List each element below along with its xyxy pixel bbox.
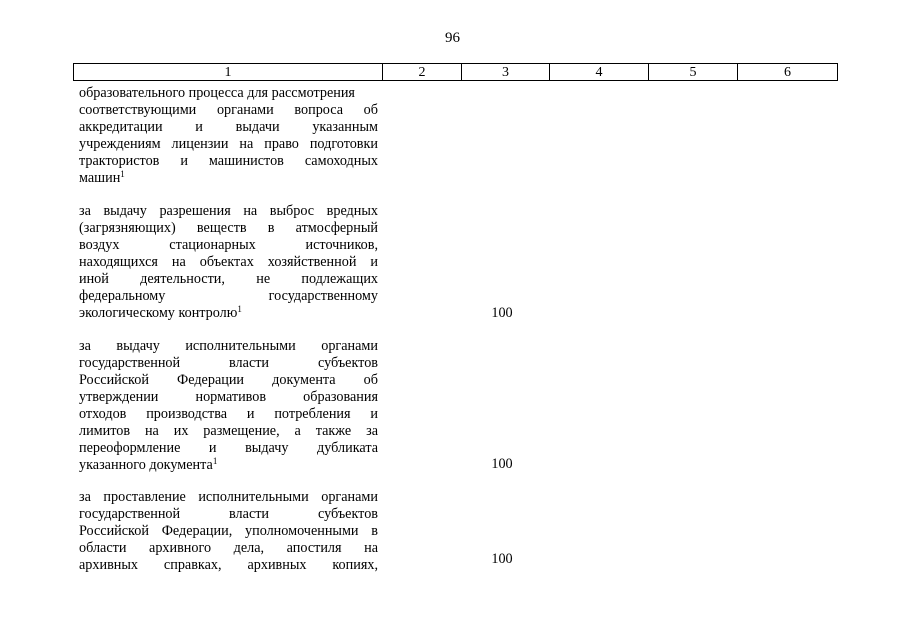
entry-text-line: переоформление и выдачу дубликата bbox=[79, 440, 378, 456]
entry-text-line: за проставление исполнительными органами bbox=[79, 489, 378, 505]
table-row bbox=[79, 203, 378, 322]
entry-text-line: соответствующими органами вопроса об bbox=[79, 102, 378, 118]
footnote-marker: 1 bbox=[212, 456, 218, 466]
entry-text-line: за выдачу разрешения на выброс вредных bbox=[79, 203, 378, 219]
entry-text-line: лимитов на их размещение, а также за bbox=[79, 423, 378, 439]
table-column-header-row bbox=[73, 63, 838, 81]
page-number: 96 bbox=[445, 30, 460, 46]
entry-text-line: федеральному государственному bbox=[79, 288, 378, 304]
entry-text-line-last: машин$^1$ bbox=[79, 169, 125, 186]
column-header-2: 2 bbox=[383, 64, 462, 80]
column-header-1: 1 bbox=[74, 64, 383, 80]
entry-text-line: трактористов и машинистов самоходных bbox=[79, 153, 378, 169]
footnote-marker: 1 bbox=[120, 169, 125, 179]
entry-text-line: (загрязняющих) веществ в атмосферный bbox=[79, 220, 378, 236]
entry-text-line: учреждениям лицензии на право подготовки bbox=[79, 136, 378, 152]
entry-text-line-last: указанного документа$^1$ bbox=[79, 456, 218, 473]
column-header-3: 3 bbox=[462, 64, 550, 80]
footnote-marker: 1 bbox=[237, 304, 242, 314]
column-header-5: 5 bbox=[649, 64, 738, 80]
column-header-6: 6 bbox=[784, 65, 791, 80]
fee-amount: 100 bbox=[491, 305, 513, 321]
table-row bbox=[79, 85, 378, 187]
table-row bbox=[79, 489, 378, 574]
fee-amount: 100 bbox=[491, 456, 513, 472]
entry-text-line: архивных справках, архивных копиях, bbox=[79, 557, 378, 573]
fee-amount: 100 bbox=[491, 551, 513, 567]
entry-text-line: области архивного дела, апостиля на bbox=[79, 540, 378, 556]
entry-text-line-last: экологическому контролю$^1$ bbox=[79, 304, 242, 321]
table-row bbox=[79, 338, 378, 474]
entry-text-line: Российской Федерации, уполномоченными в bbox=[79, 523, 378, 539]
entry-text-line: аккредитации и выдачи указанным bbox=[79, 119, 378, 135]
entry-text-line: находящихся на объектах хозяйственной и bbox=[79, 254, 378, 270]
entry-text-line: образовательного процесса для рассмотрения bbox=[79, 85, 355, 101]
entry-text-line: государственной власти субъектов bbox=[79, 506, 378, 522]
entry-text-line: воздух стационарных источников, bbox=[79, 237, 378, 253]
entry-text-line: за выдачу исполнительными органами bbox=[79, 338, 378, 354]
entry-text-line: отходов производства и потребления и bbox=[79, 406, 378, 422]
entry-text-line: утверждении нормативов образования bbox=[79, 389, 378, 405]
entry-text-line: Российской Федерации документа об bbox=[79, 372, 378, 388]
entry-text-line: иной деятельности, не подлежащих bbox=[79, 271, 378, 287]
entry-text-line: государственной власти субъектов bbox=[79, 355, 378, 371]
column-header-4: 4 bbox=[550, 64, 649, 80]
